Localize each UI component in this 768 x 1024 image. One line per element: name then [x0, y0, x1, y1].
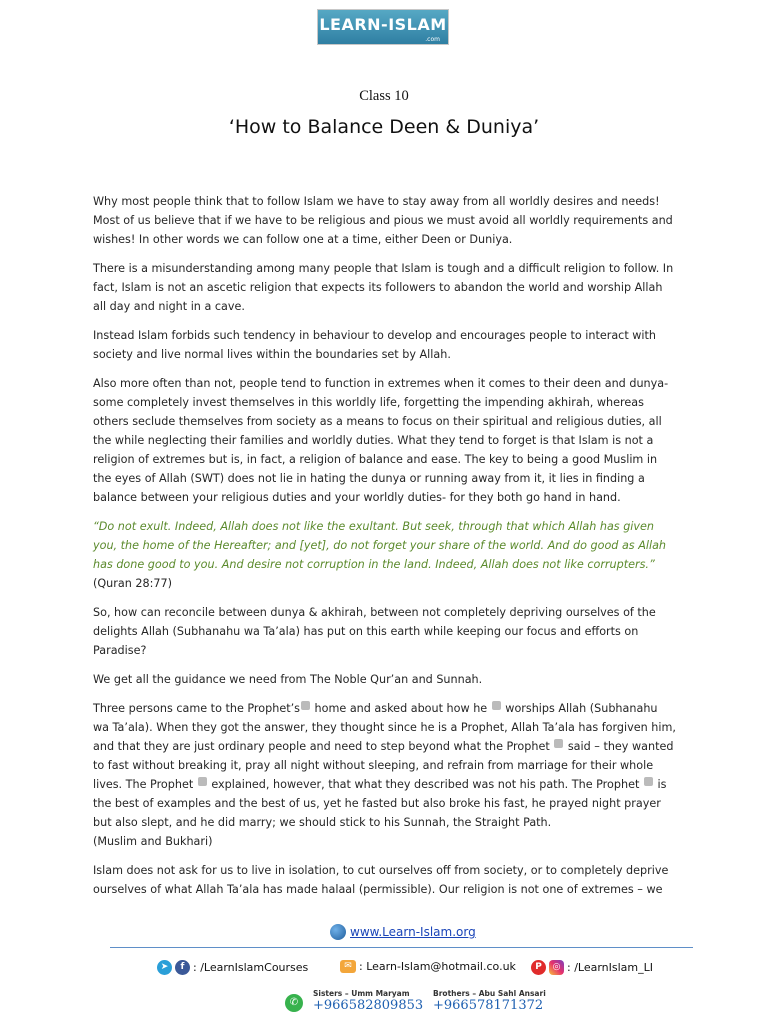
- brothers-label: Brothers – Abu Sahl Ansari: [433, 989, 546, 998]
- paragraph-4: Also more often than not, people tend to function in extremes when it comes to their deen and dunya- some completely invest themselves in this worldly life, forgetting the impending akhirah, whereas others seclude themselves from society as a means to focus on their spiritual and religious duties, all the while neglecting their families and worldly duties. What they tend to forget is that Islam is not a religion of extremes but is, in fact, a religion of balance and ease. The key to being a good Muslim in the eyes of Allah (SWT) does not lie in hating the dunya or running away from it, it lies in finding a balance between your religious duties and your worldly duties- for they both go hand in hand.: [93, 377, 669, 504]
- p7-part-a: Three persons came to the Prophet’s: [93, 702, 300, 715]
- learn-islam-logo: [317, 9, 449, 45]
- p7-part-b: home and asked about how he: [310, 702, 491, 715]
- salawat-icon: [198, 777, 207, 786]
- courses-handle: : /LearnIslamCourses: [193, 961, 309, 974]
- quran-quote-block: [93, 517, 677, 593]
- social-handle: : /LearnIslam_LI: [567, 961, 654, 974]
- brothers-contact[interactable]: [433, 989, 546, 1013]
- p7-part-f: is the best of examples and the best of us, yet he fasted but also broke his fast, he prayed night prayer but also slept, and he did marry; we should stick to his Sunnah, the Straight Path.: [93, 778, 667, 829]
- p7-part-d: said – they wanted to fast without breaking it, pray all night without sleeping, and refrain from marriage for their whole lives. The Prophet: [93, 740, 674, 791]
- p7-part-c: worships Allah (Subhanahu wa Ta’ala). When they got the answer, they thought since he is a Prophet, Allah Ta’ala has forgiven him, and that they are just ordinary people and need to step beyond what the Prophet: [93, 702, 676, 753]
- email-contact[interactable]: [340, 960, 516, 973]
- p7-part-e: explained, however, that what they described was not his path. The Prophet: [207, 778, 643, 791]
- globe-icon: [330, 924, 346, 940]
- hadith-reference: (Muslim and Bukhari): [93, 835, 213, 848]
- footer-divider: [110, 947, 693, 948]
- salawat-icon: [554, 739, 563, 748]
- paragraph-5: So, how can reconcile between dunya & akhirah, between not completely depriving ourselves of the delights Allah (Subhanahu wa Ta’ala) has put on this earth while keeping our focus and efforts on Paradise?: [93, 606, 656, 657]
- email-address: : Learn-Islam@hotmail.co.uk: [359, 960, 516, 973]
- document-body: [93, 192, 677, 909]
- salawat-icon: [644, 777, 653, 786]
- courses-contact[interactable]: [157, 960, 308, 975]
- quote-reference: (Quran 28:77): [93, 577, 172, 590]
- facebook-icon: f: [175, 960, 190, 975]
- paragraph-6: We get all the guidance we need from The Noble Qur’an and Sunnah.: [93, 673, 483, 686]
- mail-icon: ✉: [340, 960, 356, 973]
- logo-text: LEARN-ISLAM: [319, 15, 447, 34]
- sisters-label: Sisters – Umm Maryam: [313, 989, 410, 998]
- salawat-icon: [492, 701, 501, 710]
- quran-quote: “Do not exult. Indeed, Allah does not like the exultant. But seek, through that which Allah has given you, the home of the Hereafter; and [yet], do not forget your share of the world. And do good as Allah has done good to you. And desire not corruption in the land. Indeed, Allah does not like corrupters.”: [93, 520, 667, 571]
- brothers-number: +966578171372: [433, 998, 544, 1013]
- paragraph-3: Instead Islam forbids such tendency in behaviour to develop and encourages people to interact with society and live normal lives within the boundaries set by Allah.: [93, 329, 657, 361]
- paragraph-2: There is a misunderstanding among many people that Islam is tough and a difficult religion to follow. In fact, Islam is not an ascetic religion that expects its followers to abandon the world and worship Allah all day and night in a cave.: [93, 262, 674, 313]
- instagram-icon: ◎: [549, 960, 564, 975]
- social-contact[interactable]: [531, 960, 653, 975]
- salawat-icon: [301, 701, 310, 710]
- website-link[interactable]: www.Learn-Islam.org: [350, 925, 476, 939]
- sisters-contact[interactable]: [313, 989, 423, 1013]
- phone-contacts: [0, 989, 768, 1019]
- whatsapp-icon: ✆: [285, 994, 303, 1012]
- page-title: ‘How to Balance Deen & Duniya’: [228, 116, 540, 138]
- telegram-icon: ➤: [157, 960, 172, 975]
- paragraph-8: Islam does not ask for us to live in isolation, to cut ourselves off from society, or to completely deprive ourselves of what Allah Ta’ala has made halaal (permissible). Our religion is not one of extremes – we: [93, 864, 669, 896]
- sisters-number: +966582809853: [313, 998, 424, 1013]
- paragraph-7: [93, 699, 677, 851]
- footer-contacts: [0, 960, 768, 980]
- pinterest-icon: P: [531, 960, 546, 975]
- class-label: Class 10: [359, 88, 409, 104]
- paragraph-1: Why most people think that to follow Islam we have to stay away from all worldly desires and needs! Most of us believe that if we have to be religious and pious we must avoid all worldly requirements and wishes! In other words we can follow one at a time, either Deen or Duniya.: [93, 195, 673, 246]
- logo-suffix: .com: [425, 36, 440, 43]
- website-row: [330, 924, 476, 944]
